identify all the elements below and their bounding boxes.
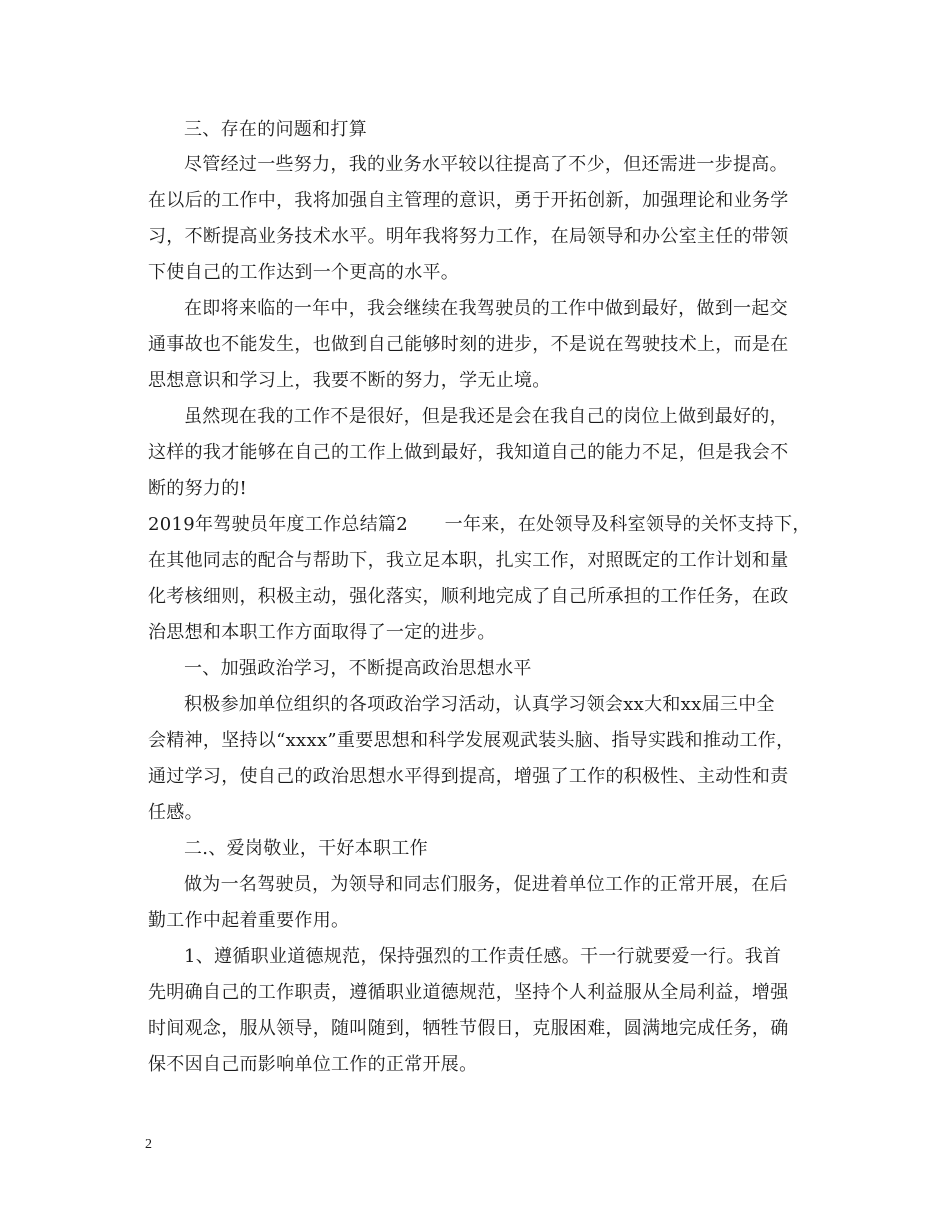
paragraph-line: 治思想和本职工作方面取得了一定的进步。	[148, 622, 496, 643]
paragraph-line: 在其他同志的配合与帮助下，我立足本职，扎实工作，对照既定的工作计划和量	[148, 550, 789, 571]
article-title-line: 2019年驾驶员年度工作总结篇2 一年来，在处领导及科室领导的关怀支持下，	[148, 514, 811, 535]
paragraph-line: 在以后的工作中，我将加强自主管理的意识，勇于开拓创新，加强理论和业务学	[148, 190, 789, 211]
paragraph-line: 时间观念，服从领导，随叫随到，牺牲节假日，克服困难，圆满地完成任务，确	[148, 1018, 789, 1039]
paragraph-line: 勤工作中起着重要作用。	[148, 910, 350, 931]
paragraph-line: 思想意识和学习上，我要不断的努力，学无止境。	[148, 370, 551, 391]
section-heading-problems: 三、存在的问题和打算	[184, 119, 367, 140]
page-number: 2	[145, 1137, 152, 1152]
paragraph-line: 通事故也不能发生，也做到自己能够时刻的进步，不是说在驾驶技术上，而是在	[148, 334, 789, 355]
paragraph-line: 积极参加单位组织的各项政治学习活动，认真学习领会xx大和xx届三中全	[184, 694, 775, 715]
paragraph-line: 这样的我才能够在自己的工作上做到最好，我知道自己的能力不足，但是我会不	[148, 442, 789, 463]
paragraph-line: 断的努力的!	[148, 478, 248, 499]
section-heading-political-study: 一、加强政治学习，不断提高政治思想水平	[184, 658, 532, 679]
paragraph-line: 通过学习，使自己的政治思想水平得到提高，增强了工作的积极性、主动性和责	[148, 766, 789, 787]
paragraph-line: 在即将来临的一年中，我会继续在我驾驶员的工作中做到最好，做到一起交	[184, 298, 788, 319]
paragraph-line: 任感。	[148, 802, 203, 823]
paragraph-line: 习，不断提高业务技术水平。明年我将努力工作，在局领导和办公室主任的带领	[148, 226, 789, 247]
paragraph-line: 下使自己的工作达到一个更高的水平。	[148, 262, 460, 283]
paragraph-line: 化考核细则，积极主动，强化落实，顺利地完成了自己所承担的工作任务，在政	[148, 586, 789, 607]
paragraph-line: 虽然现在我的工作不是很好，但是我还是会在我自己的岗位上做到最好的，	[184, 406, 788, 427]
paragraph-line: 做为一名驾驶员，为领导和同志们服务，促进着单位工作的正常开展，在后	[184, 874, 788, 895]
section-heading-dedication: 二.、爱岗敬业，干好本职工作	[184, 838, 428, 859]
paragraph-line: 先明确自己的工作职责，遵循职业道德规范，坚持个人利益服从全局利益，增强	[148, 982, 789, 1003]
paragraph-line: 会精神，坚持以“xxxx”重要思想和科学发展观武装头脑、指导实践和推动工作，	[148, 730, 795, 751]
paragraph-line: 尽管经过一些努力，我的业务水平较以往提高了不少，但还需进一步提高。	[184, 154, 788, 175]
paragraph-line: 保不因自己而影响单位工作的正常开展。	[148, 1054, 478, 1075]
paragraph-line: 1、遵循职业道德规范，保持强烈的工作责任感。干一行就要爱一行。我首	[184, 946, 782, 967]
